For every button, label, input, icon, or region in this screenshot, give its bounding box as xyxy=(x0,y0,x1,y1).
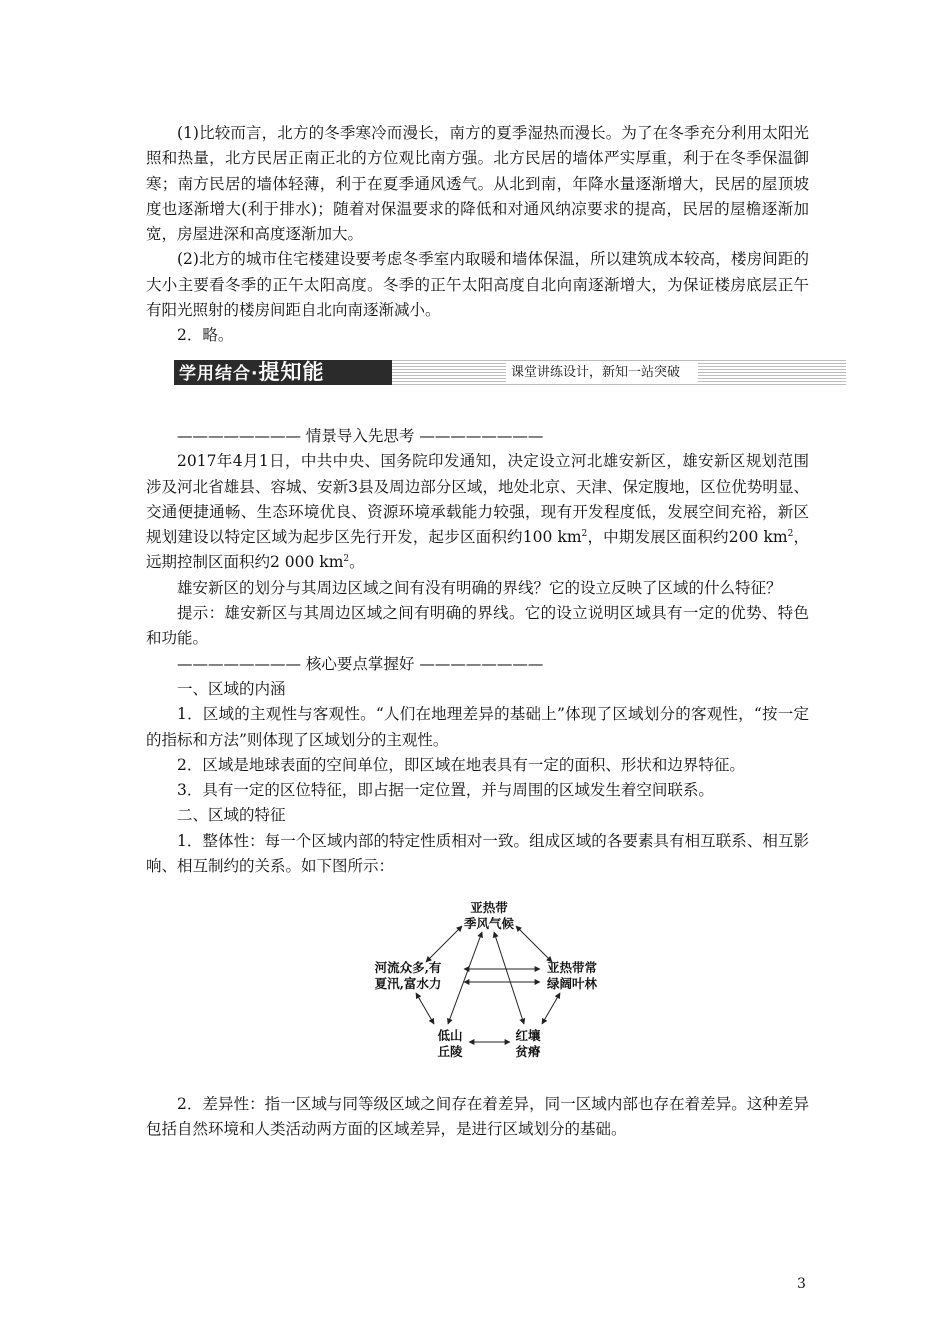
diagram-node-river-line2: 夏汛,富水力 xyxy=(374,976,442,991)
section-title-scenario: ———————— 情景导入先思考 ———————— xyxy=(177,427,544,445)
main-content xyxy=(146,424,809,879)
header-title-strong: 提知能 xyxy=(258,360,325,384)
diagram-node-soil-line2: 贫瘠 xyxy=(515,1044,541,1059)
answer-paragraph-3: 2．略。 xyxy=(177,326,234,345)
superscript: 2 xyxy=(581,529,588,540)
arrow-climate-soil xyxy=(494,932,524,1024)
diagram-node-hills-line1: 低山 xyxy=(437,1028,463,1043)
region-elements-diagram xyxy=(364,900,614,1068)
point-3: 3．具有一定的区位特征，即占据一定位置，并与周围的区域发生着空间联系。 xyxy=(177,781,714,800)
answer-paragraph-1: (1)比较而言，北方的冬季寒冷而漫长，南方的夏季湿热而漫长。为了在冬季充分利用太阳光照和热量，北方民居正南正北的方位观比南方强。北方民居的墙体严实厚重，利于在冬季保温御寒；南方民居的墙体轻薄，利于在夏季通风透气。从北到南，年降水量逐渐增大，民居的屋顶坡度也逐渐增大(利于排水)；随着对保温要求的降低和对通风纳凉要求的提高，民居的屋檐逐渐加宽，房屋进深和高度逐渐加大。 xyxy=(146,124,809,244)
feature-difference: 2．差异性：指一区域与同等级区域之间存在着差异，同一区域内部也存在着差异。这种差异包括自然环境和人类活动两方面的区域差异，是进行区域划分的基础。 xyxy=(146,1095,809,1139)
difference-section xyxy=(146,1092,809,1143)
scenario-question: 雄安新区的划分与其周边区域之间有没有明确的界线？它的设立反映了区域的什么特征？ xyxy=(177,578,782,597)
diagram-node-forest-line2: 绿阔叶林 xyxy=(546,976,598,991)
scenario-text-c: ，远期控制区面积约2 000 km xyxy=(146,528,809,572)
feature-integrity: 1．整体性：每一个区域内部的特定性质相对一致。组成区域的各要素具有相互联系、相互影响、相互制约的关系。如下图所示： xyxy=(146,831,809,876)
scenario-text-b: ，中期发展区面积约200 km xyxy=(587,528,788,547)
superscript: 2 xyxy=(343,554,350,565)
diagram-node-climate-line1: 亚热带 xyxy=(470,900,508,915)
arrow-forest-soil xyxy=(542,993,560,1024)
arrow-river-hills xyxy=(416,993,434,1024)
page-number: 3 xyxy=(797,1276,806,1292)
diagram-node-forest-line1: 亚热带常 xyxy=(546,960,598,975)
diagram-node-river-line1: 河流众多,有 xyxy=(374,960,442,975)
section-header-bar xyxy=(174,360,846,385)
answer-paragraph-2: (2)北方的城市住宅楼建设要考虑冬季室内取暖和墙体保温，所以建筑成本较高，楼房间距的大小主要看冬季的正午太阳高度。冬季的正午太阳高度自北向南逐渐增大，为保证楼房底层正午有阳光照射的楼房间距自北向南逐渐减小。 xyxy=(146,250,809,320)
header-subtitle: 课堂讲练设计，新知一站突破 xyxy=(511,365,681,380)
scenario-text-d: 。 xyxy=(349,553,365,572)
scenario-hint: 提示：雄安新区与其周边区域之间有明确的界线。它的设立说明区域具有一定的优势、特色和功能。 xyxy=(146,604,809,648)
scenario-text-a: 2017年4月1日，中共中央、国务院印发通知，决定设立河北雄安新区，雄安新区规划范围涉及河北省雄县、容城、安新3县及周边部分区域，地处北京、天津、保定腹地，区位优势明显、交通便捷通畅、生态环境优良、资源环境承载能力较强，现有开发程度低，发展空间充裕，新区规划建设以特定区域为起步区先行开发，起步区面积约100 km xyxy=(146,452,809,547)
scenario-paragraph xyxy=(146,449,809,575)
section-title-core: ———————— 核心要点掌握好 ———————— xyxy=(177,654,544,673)
point-2: 2．区域是地球表面的空间单位，即区域在地表具有一定的面积、形状和边界特征。 xyxy=(177,755,745,774)
point-1: 1．区域的主观性与客观性。“人们在地理差异的基础上”体现了区域划分的客观性，“按一定的指标和方法”则体现了区域划分的主观性。 xyxy=(146,705,809,749)
header-title xyxy=(179,360,324,385)
arrow-climate-forest xyxy=(516,926,552,962)
diagram-node-climate-line2: 季风气候 xyxy=(463,916,515,931)
diagram-node-hills-line2: 丘陵 xyxy=(437,1044,463,1059)
answer-section xyxy=(146,121,809,349)
superscript: 2 xyxy=(787,529,794,540)
heading-connotation: 一、区域的内涵 xyxy=(177,679,286,698)
header-title-main: 学用结合· xyxy=(179,364,259,384)
heading-features: 二、区域的特征 xyxy=(177,806,286,825)
diagram-node-soil-line1: 红壤 xyxy=(515,1028,541,1043)
arrow-climate-river xyxy=(426,926,462,962)
arrow-climate-hills xyxy=(448,932,482,1024)
